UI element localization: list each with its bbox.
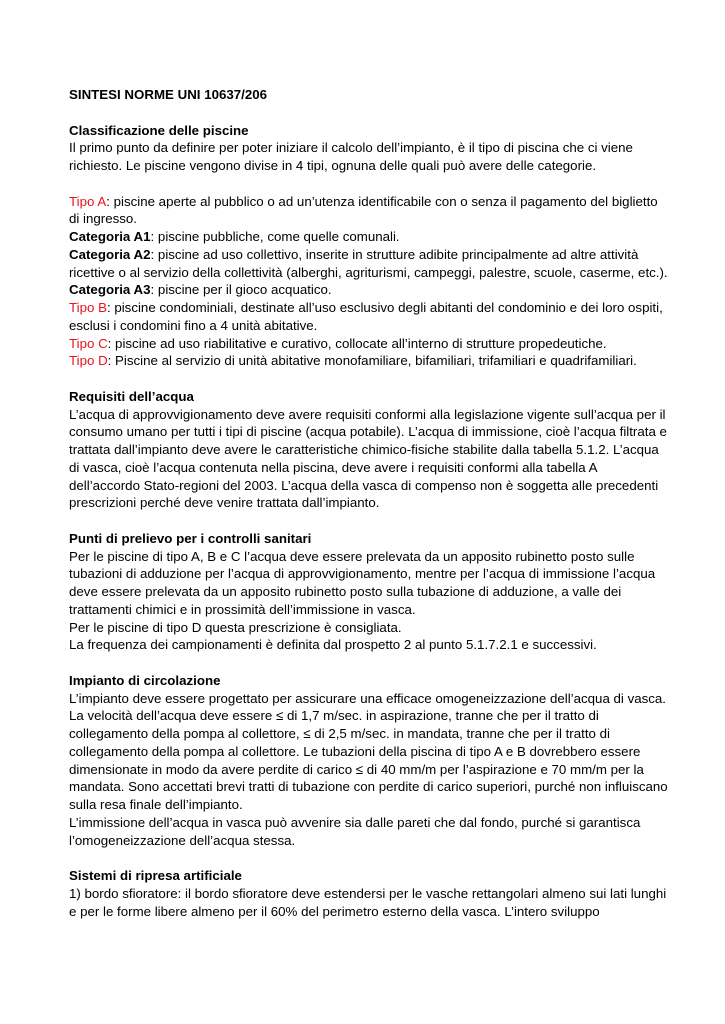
spacer [69,370,669,388]
pool-category-label: Categoria A1 [69,229,151,244]
section-para: Per le piscine di tipo A, B e C l’acqua deve essere prelevata da un apposito rubinetto posto sulle tubazioni di adduzione per l’acqua di approvvigionamento, mentre per l’acqua di immissione l’acqua deve essere prelevata da un apposito rubinetto posto sulla tubazione di adduzione, a valle dei trattamenti chimici e in prossimità dell’immissione in vasca. [69,548,656,617]
pool-category-label: Categoria A3 [69,282,151,298]
section-heading-classificazione: Classificazione delle piscine [69,122,249,138]
section-heading-requisiti: Requisiti dell’acqua [69,388,194,404]
section-para: La frequenza dei campionamenti è definita dal prospetto 2 al punto 5.1.7.2.1 e successivi. [69,637,597,653]
pool-type-item [69,193,669,229]
pool-type-item [69,281,669,299]
section-para: La velocità dell’acqua deve essere ≤ di 1,7 m/sec. in aspirazione, tranne che per il tratto di collegamento della pompa al collettore, ≤ di 2,5 m/sec. in mandata, tranne che per il tratto di collegamento della pompa al collettore. Le tubazioni della piscina di tipo A e B dovrebbero essere dimensionate in modo da avere perdite di carico ≤ di 40 mm/m per l’aspirazione e 70 mm/m per la mandata. Sono accettati brevi tratti di tubazione con perdite di carico superiori, purché non influiscano sulla resa finale dell’impianto. [69,708,668,812]
pool-type-description: : Piscine al servizio di unità abitative monofamiliare, bifamiliari, trifamiliari e quadrifamiliari. [107,353,637,369]
pool-type-description: : piscine pubbliche, come quelle comunali. [150,229,400,244]
pool-type-list [69,193,669,371]
section-heading-impianto: Impianto di circolazione [69,672,221,688]
section-text-classificazione: Il primo punto da definire per poter iniziare il calcolo dell’impianto, è il tipo di piscina che ci viene richiesto. Le piscine vengono divise in 4 tipi, ognuna delle quali può avere delle categorie. [69,140,633,173]
pool-type-label: Tipo B [69,300,107,315]
document-page [69,86,669,920]
section-para: 1) bordo sfioratore: il bordo sfioratore deve estendersi per le vasche rettangolari almeno sui lati lunghi e per le forme libere almeno per il 60% del perimetro esterno della vasca. L’intero sviluppo [69,885,667,919]
pool-category-label: Categoria A2 [69,246,151,262]
section-heading-sistemi: Sistemi di ripresa artificiale [69,868,242,883]
pool-type-label: Tipo A [69,193,107,209]
pool-type-item [69,335,669,353]
pool-type-description: : piscine ad uso riabilitative e curativo, collocate all’interno di strutture propedeutiche. [107,335,607,351]
pool-type-item [69,246,669,282]
pool-type-description: : piscine per il gioco acquatico. [150,282,332,298]
pool-type-label: Tipo D [69,353,108,369]
pool-type-item [69,352,669,370]
pool-type-description: : piscine aperte al pubblico o ad un’utenza identificabile con o senza il pagamento del biglietto di ingresso. [69,193,658,227]
spacer [69,175,669,193]
spacer [69,654,669,672]
spacer [69,104,669,122]
pool-type-label: Tipo C [69,335,108,351]
section-para: L’impianto deve essere progettato per assicurare una efficace omogeneizzazione dell’acqua di vasca. [69,690,667,706]
section-heading-punti: Punti di prelievo per i controlli sanitari [69,530,312,546]
pool-type-description: : piscine ad uso collettivo, inserite in strutture adibite principalmente ad altre attività ricettive o al servizio della collettività (alberghi, agriturismi, campeggi, palestre, scuole, caserme, etc.). [69,246,668,280]
document-title: SINTESI NORME UNI 10637/206 [69,87,268,102]
section-para: Per le piscine di tipo D questa prescrizione è consigliata. [69,619,402,635]
spacer [69,849,669,867]
pool-type-description: : piscine condominiali, destinate all’uso esclusivo degli abitanti del condominio e dei loro ospiti, esclusi i condomini fino a 4 unità abitative. [69,300,663,333]
spacer [69,512,669,530]
pool-type-item [69,299,669,335]
pool-type-item [69,228,669,246]
section-para: L’immissione dell’acqua in vasca può avvenire sia dalle pareti che dal fondo, purché si garantisca l’omogeneizzazione dell’acqua stessa. [69,814,641,848]
section-text-requisiti: L’acqua di approvvigionamento deve avere requisiti conformi alla legislazione vigente sull’acqua per il consumo umano per tutti i tipi di piscine (acqua potabile). L’acqua di immissione, cioè l’acqua filtrata e trattata dall’impianto deve avere le caratteristiche chimico-fisiche stabilite dalla tabella 5.1.2. L’acqua di vasca, cioè l’acqua contenuta nella piscina, deve avere i requisiti conformi alla tabella A dell’accordo Stato-regioni del 2003. L’acqua della vasca di compenso non è soggetta alle precedenti prescrizioni perché deve venire trattata dall’impianto. [69,406,667,511]
